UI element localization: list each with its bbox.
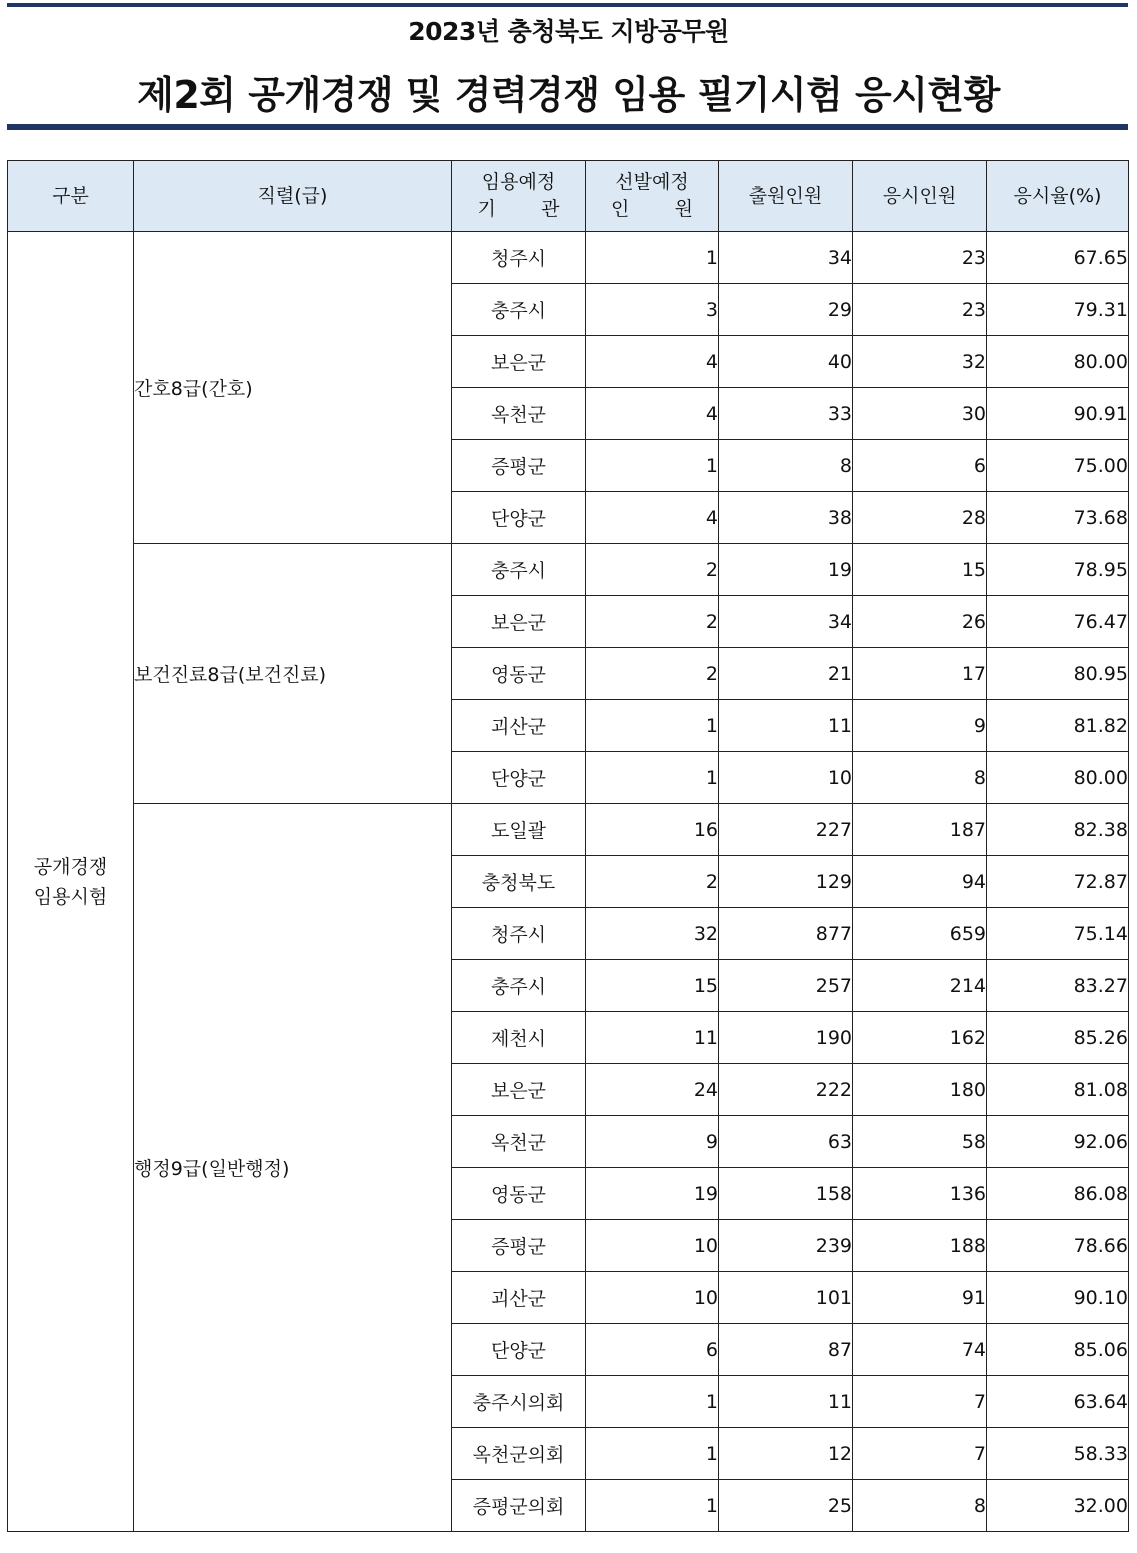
quota-cell: 2: [586, 648, 719, 700]
applicants-cell: 257: [719, 960, 853, 1012]
applicants-cell: 11: [719, 1376, 853, 1428]
document-title: 제2회 공개경쟁 및 경력경쟁 임용 필기시험 응시현황: [137, 73, 1000, 117]
applicants-cell: 34: [719, 232, 853, 284]
takers-cell: 8: [853, 1480, 987, 1532]
org-cell: 괴산군: [452, 1272, 586, 1324]
rate-cell: 32.00: [987, 1480, 1129, 1532]
applicants-cell: 38: [719, 492, 853, 544]
col-header-quota-line2: [611, 196, 693, 223]
col-header-quota-char-b: 원: [674, 198, 693, 220]
quota-cell: 10: [586, 1220, 719, 1272]
col-header-quota-char-a: 인: [611, 198, 630, 220]
quota-cell: 10: [586, 1272, 719, 1324]
rate-cell: 76.47: [987, 596, 1129, 648]
rate-cell: 63.64: [987, 1376, 1129, 1428]
quota-cell: 4: [586, 492, 719, 544]
org-cell: 옥천군: [452, 1116, 586, 1168]
org-cell: 충주시: [452, 284, 586, 336]
quota-cell: 1: [586, 440, 719, 492]
applicants-cell: 222: [719, 1064, 853, 1116]
quota-cell: 19: [586, 1168, 719, 1220]
applicants-cell: 10: [719, 752, 853, 804]
takers-cell: 7: [853, 1376, 987, 1428]
job-series-cell: 간호8급(간호): [134, 232, 452, 544]
rate-cell: 80.95: [987, 648, 1129, 700]
rate-cell: 92.06: [987, 1116, 1129, 1168]
takers-cell: 28: [853, 492, 987, 544]
org-cell: 충주시의회: [452, 1376, 586, 1428]
applicants-cell: 190: [719, 1012, 853, 1064]
rate-cell: 85.26: [987, 1012, 1129, 1064]
org-cell: 옥천군의회: [452, 1428, 586, 1480]
quota-cell: 6: [586, 1324, 719, 1376]
org-cell: 보은군: [452, 596, 586, 648]
org-cell: 증평군: [452, 440, 586, 492]
col-header-rate: 응시율(%): [987, 161, 1129, 232]
table-row: [8, 804, 1129, 856]
rate-cell: 72.87: [987, 856, 1129, 908]
rate-cell: 90.91: [987, 388, 1129, 440]
org-cell: 보은군: [452, 1064, 586, 1116]
document-subtitle: 2023년 충청북도 지방공무원: [408, 17, 729, 46]
rate-cell: 78.66: [987, 1220, 1129, 1272]
org-cell: 단양군: [452, 492, 586, 544]
takers-cell: 15: [853, 544, 987, 596]
takers-cell: 30: [853, 388, 987, 440]
applicants-cell: 87: [719, 1324, 853, 1376]
takers-cell: 23: [853, 232, 987, 284]
header-row: [8, 161, 1129, 232]
category-line2: 임용시험: [33, 885, 108, 908]
org-cell: 영동군: [452, 1168, 586, 1220]
rate-cell: 81.82: [987, 700, 1129, 752]
col-header-org-char-b: 관: [541, 198, 560, 220]
applicants-cell: 8: [719, 440, 853, 492]
quota-cell: 2: [586, 596, 719, 648]
rate-cell: 78.95: [987, 544, 1129, 596]
applicants-cell: 101: [719, 1272, 853, 1324]
rate-cell: 83.27: [987, 960, 1129, 1012]
quota-cell: 3: [586, 284, 719, 336]
applicants-cell: 158: [719, 1168, 853, 1220]
header-bottom-rule: [7, 124, 1128, 130]
org-cell: 증평군: [452, 1220, 586, 1272]
col-header-org-char-a: 기: [477, 198, 496, 220]
takers-cell: 17: [853, 648, 987, 700]
org-cell: 보은군: [452, 336, 586, 388]
takers-cell: 6: [853, 440, 987, 492]
quota-cell: 16: [586, 804, 719, 856]
col-header-applicants: 출원인원: [719, 161, 853, 232]
takers-cell: 180: [853, 1064, 987, 1116]
quota-cell: 11: [586, 1012, 719, 1064]
col-header-org-line2: [478, 196, 560, 223]
org-cell: 충주시: [452, 960, 586, 1012]
takers-cell: 74: [853, 1324, 987, 1376]
exam-status-table: [7, 160, 1129, 1532]
col-header-quota: [586, 161, 719, 232]
org-cell: 단양군: [452, 1324, 586, 1376]
table-header: [8, 161, 1129, 232]
job-series-cell: 보건진료8급(보건진료): [134, 544, 452, 804]
quota-cell: 1: [586, 752, 719, 804]
quota-cell: 1: [586, 232, 719, 284]
applicants-cell: 21: [719, 648, 853, 700]
takers-cell: 26: [853, 596, 987, 648]
org-cell: 단양군: [452, 752, 586, 804]
rate-cell: 67.65: [987, 232, 1129, 284]
quota-cell: 2: [586, 856, 719, 908]
category-line1: 공개경쟁: [33, 855, 108, 878]
org-cell: 옥천군: [452, 388, 586, 440]
quota-cell: 1: [586, 1480, 719, 1532]
col-header-org-line1: 임용예정: [481, 171, 556, 193]
applicants-cell: 12: [719, 1428, 853, 1480]
quota-cell: 32: [586, 908, 719, 960]
applicants-cell: 33: [719, 388, 853, 440]
rate-cell: 58.33: [987, 1428, 1129, 1480]
takers-cell: 9: [853, 700, 987, 752]
quota-cell: 1: [586, 700, 719, 752]
quota-cell: 24: [586, 1064, 719, 1116]
header-top-rule: [7, 3, 1128, 7]
col-header-quota-line1: 선발예정: [615, 171, 689, 193]
org-cell: 청주시: [452, 232, 586, 284]
quota-cell: 2: [586, 544, 719, 596]
takers-cell: 58: [853, 1116, 987, 1168]
takers-cell: 136: [853, 1168, 987, 1220]
applicants-cell: 877: [719, 908, 853, 960]
rate-cell: 80.00: [987, 752, 1129, 804]
col-header-takers: 응시인원: [853, 161, 987, 232]
takers-cell: 187: [853, 804, 987, 856]
rate-cell: 73.68: [987, 492, 1129, 544]
org-cell: 증평군의회: [452, 1480, 586, 1532]
takers-cell: 8: [853, 752, 987, 804]
applicants-cell: 129: [719, 856, 853, 908]
applicants-cell: 239: [719, 1220, 853, 1272]
org-cell: 충주시: [452, 544, 586, 596]
rate-cell: 90.10: [987, 1272, 1129, 1324]
rate-cell: 75.14: [987, 908, 1129, 960]
applicants-cell: 34: [719, 596, 853, 648]
col-header-job: 직렬(급): [134, 161, 452, 232]
rate-cell: 75.00: [987, 440, 1129, 492]
applicants-cell: 11: [719, 700, 853, 752]
applicants-cell: 40: [719, 336, 853, 388]
table-row: [8, 544, 1129, 596]
applicants-cell: 227: [719, 804, 853, 856]
table-row: [8, 232, 1129, 284]
rate-cell: 80.00: [987, 336, 1129, 388]
rate-cell: 79.31: [987, 284, 1129, 336]
category-cell: [8, 232, 134, 1532]
col-header-category: 구분: [8, 161, 134, 232]
rate-cell: 82.38: [987, 804, 1129, 856]
table-body: [8, 232, 1129, 1532]
takers-cell: 214: [853, 960, 987, 1012]
col-header-org: [452, 161, 586, 232]
quota-cell: 15: [586, 960, 719, 1012]
takers-cell: 94: [853, 856, 987, 908]
applicants-cell: 29: [719, 284, 853, 336]
takers-cell: 188: [853, 1220, 987, 1272]
quota-cell: 1: [586, 1376, 719, 1428]
takers-cell: 659: [853, 908, 987, 960]
applicants-cell: 25: [719, 1480, 853, 1532]
applicants-cell: 19: [719, 544, 853, 596]
takers-cell: 162: [853, 1012, 987, 1064]
quota-cell: 1: [586, 1428, 719, 1480]
org-cell: 괴산군: [452, 700, 586, 752]
rate-cell: 86.08: [987, 1168, 1129, 1220]
takers-cell: 7: [853, 1428, 987, 1480]
quota-cell: 4: [586, 336, 719, 388]
org-cell: 제천시: [452, 1012, 586, 1064]
org-cell: 충청북도: [452, 856, 586, 908]
org-cell: 영동군: [452, 648, 586, 700]
quota-cell: 9: [586, 1116, 719, 1168]
applicants-cell: 63: [719, 1116, 853, 1168]
quota-cell: 4: [586, 388, 719, 440]
org-cell: 청주시: [452, 908, 586, 960]
takers-cell: 23: [853, 284, 987, 336]
takers-cell: 91: [853, 1272, 987, 1324]
rate-cell: 81.08: [987, 1064, 1129, 1116]
takers-cell: 32: [853, 336, 987, 388]
job-series-cell: 행정9급(일반행정): [134, 804, 452, 1532]
rate-cell: 85.06: [987, 1324, 1129, 1376]
org-cell: 도일괄: [452, 804, 586, 856]
